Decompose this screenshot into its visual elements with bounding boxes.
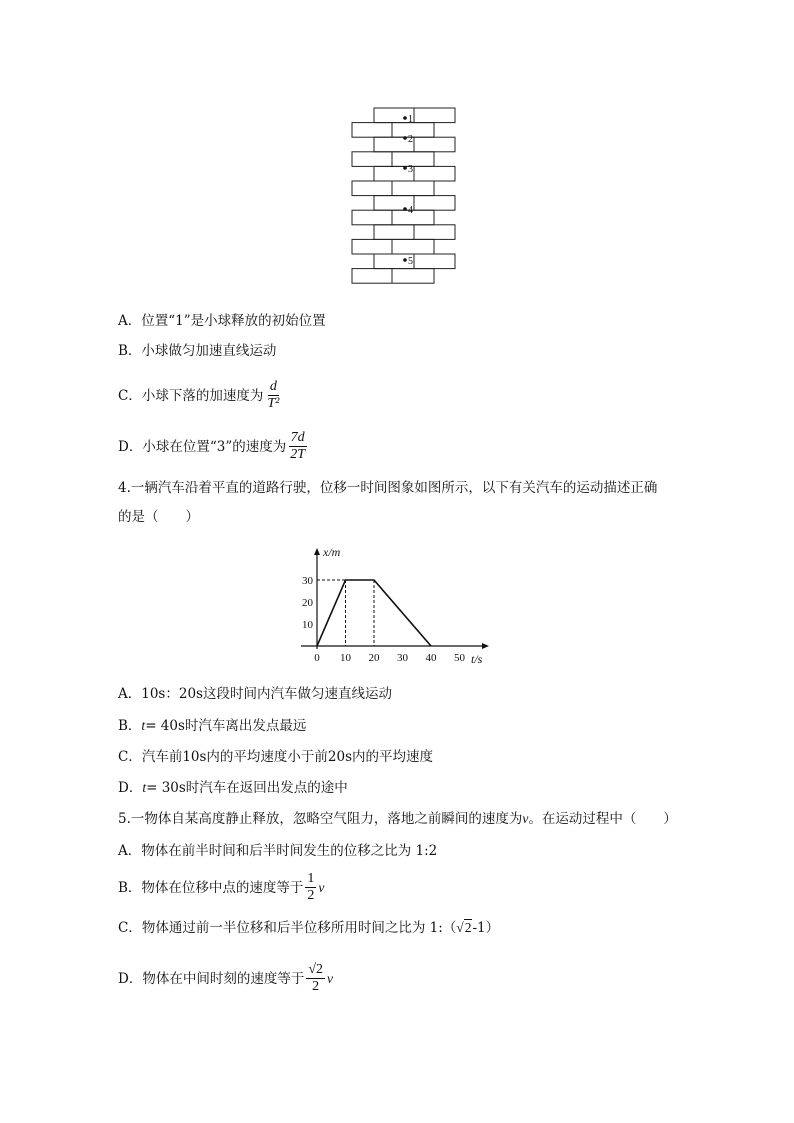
q3-option-d-fraction bbox=[288, 430, 307, 463]
q4-option-b bbox=[118, 716, 306, 736]
option-label: D． bbox=[118, 780, 143, 796]
fraction-numerator: 1 bbox=[307, 871, 315, 886]
q3-option-c-text: C．小球下落的加速度为 bbox=[118, 387, 264, 404]
x-tick-label: 40 bbox=[425, 652, 437, 664]
variable-v: v bbox=[318, 879, 325, 895]
q3-option-a: A．位置“1”是小球释放的初始位置 bbox=[118, 313, 326, 329]
q5-option-d bbox=[118, 962, 333, 995]
fraction-denominator: 2T bbox=[290, 447, 306, 462]
q5-option-b-fraction bbox=[305, 871, 316, 904]
ball-position-dot bbox=[403, 258, 407, 262]
ball-position-dot bbox=[403, 136, 407, 140]
variable-v: v bbox=[327, 970, 334, 986]
q5-option-c bbox=[118, 918, 499, 938]
option-text: = 40s时汽车离出发点最远 bbox=[145, 718, 307, 734]
q3-option-c-fraction bbox=[265, 379, 281, 412]
fraction-denominator: 2 bbox=[307, 888, 315, 903]
ball-position-label: 3 bbox=[408, 164, 413, 175]
x-tick-label: 0 bbox=[314, 652, 320, 664]
fraction-numerator: d bbox=[269, 379, 277, 394]
y-axis-label: x/m bbox=[323, 545, 341, 559]
q4-stem-line2: 的是（ ） bbox=[118, 509, 199, 525]
x-tick-label: 10 bbox=[340, 652, 351, 664]
ball-position-label: 1 bbox=[408, 114, 413, 125]
y-tick-label: 10 bbox=[302, 619, 313, 631]
y-axis-arrow bbox=[314, 548, 320, 555]
fraction-denominator: T² bbox=[267, 396, 280, 411]
q5-option-c-text: C．物体通过前一半位移和后半位移所用时间之比为 1:（ bbox=[118, 920, 457, 936]
q5-stem-text: 5.一物体自某高度静止释放，忽略空气阻力，落地之前瞬间的速度为 bbox=[118, 811, 523, 827]
x-axis-arrow bbox=[482, 643, 489, 649]
q5-option-a: A．物体在前半时间和后半时间发生的位移之比为 1:2 bbox=[118, 843, 438, 859]
x-tick-label: 30 bbox=[397, 652, 408, 664]
variable-t: t bbox=[141, 718, 146, 733]
brick-row bbox=[352, 152, 434, 167]
q3-option-d-text: D．小球在位置“3”的速度为 bbox=[118, 438, 287, 455]
variable-t: t bbox=[142, 780, 147, 795]
x-tick-label: 20 bbox=[368, 652, 380, 664]
sqrt-expression: √2 bbox=[456, 920, 472, 935]
q5-option-b-text: B．物体在位移中点的速度等于 bbox=[118, 879, 304, 896]
brick-row bbox=[352, 181, 434, 196]
brick-wall-figure bbox=[350, 105, 460, 297]
x-axis-label: t/s bbox=[471, 652, 483, 666]
y-tick-label: 20 bbox=[302, 597, 313, 609]
q4-option-d bbox=[118, 778, 348, 798]
q4-stem-line1: 4.一辆汽车沿着平直的道路行驶，位移一时间图象如图所示，以下有关汽车的运动描述正确 bbox=[118, 480, 658, 496]
option-label: B． bbox=[118, 718, 142, 734]
q3-option-d bbox=[118, 430, 309, 463]
q5-option-b bbox=[118, 871, 324, 904]
fraction-numerator: 7d bbox=[290, 430, 305, 445]
ball-position-label: 4 bbox=[408, 205, 413, 216]
q5-option-d-fraction bbox=[306, 962, 325, 995]
ball-position-label: 2 bbox=[408, 134, 413, 145]
ball-position-dot bbox=[403, 207, 407, 211]
q3-option-c bbox=[118, 379, 283, 412]
q4-option-a: A．10s：20s这段时间内汽车做匀速直线运动 bbox=[118, 686, 392, 702]
ball-position-dot bbox=[403, 116, 407, 120]
variable-v: v bbox=[522, 811, 529, 826]
q5-stem-suffix: 。在运动过程中（ ） bbox=[528, 811, 677, 827]
brick-row bbox=[352, 210, 434, 225]
ball-position-label: 5 bbox=[408, 256, 413, 267]
fraction-numerator: √2 bbox=[308, 962, 324, 977]
q4-option-c: C．汽车前10s内的平均速度小于前20s内的平均速度 bbox=[118, 749, 434, 765]
brick-row bbox=[352, 123, 434, 138]
brick-row bbox=[352, 239, 434, 254]
xt-chart bbox=[295, 543, 495, 668]
option-text: = 30s时汽车在返回出发点的途中 bbox=[146, 780, 348, 796]
q5-option-c-suffix: -1） bbox=[472, 920, 500, 936]
x-tick-label: 50 bbox=[454, 652, 465, 664]
q5-option-d-text: D．物体在中间时刻的速度等于 bbox=[118, 970, 305, 987]
fraction-denominator: 2 bbox=[312, 979, 320, 994]
y-tick-label: 30 bbox=[302, 575, 313, 587]
ball-position-dot bbox=[403, 166, 407, 170]
q3-option-b: B．小球做匀加速直线运动 bbox=[118, 343, 277, 359]
q5-stem bbox=[118, 809, 677, 829]
brick-row bbox=[352, 269, 434, 284]
sqrt-radicand: 2 bbox=[464, 920, 472, 935]
